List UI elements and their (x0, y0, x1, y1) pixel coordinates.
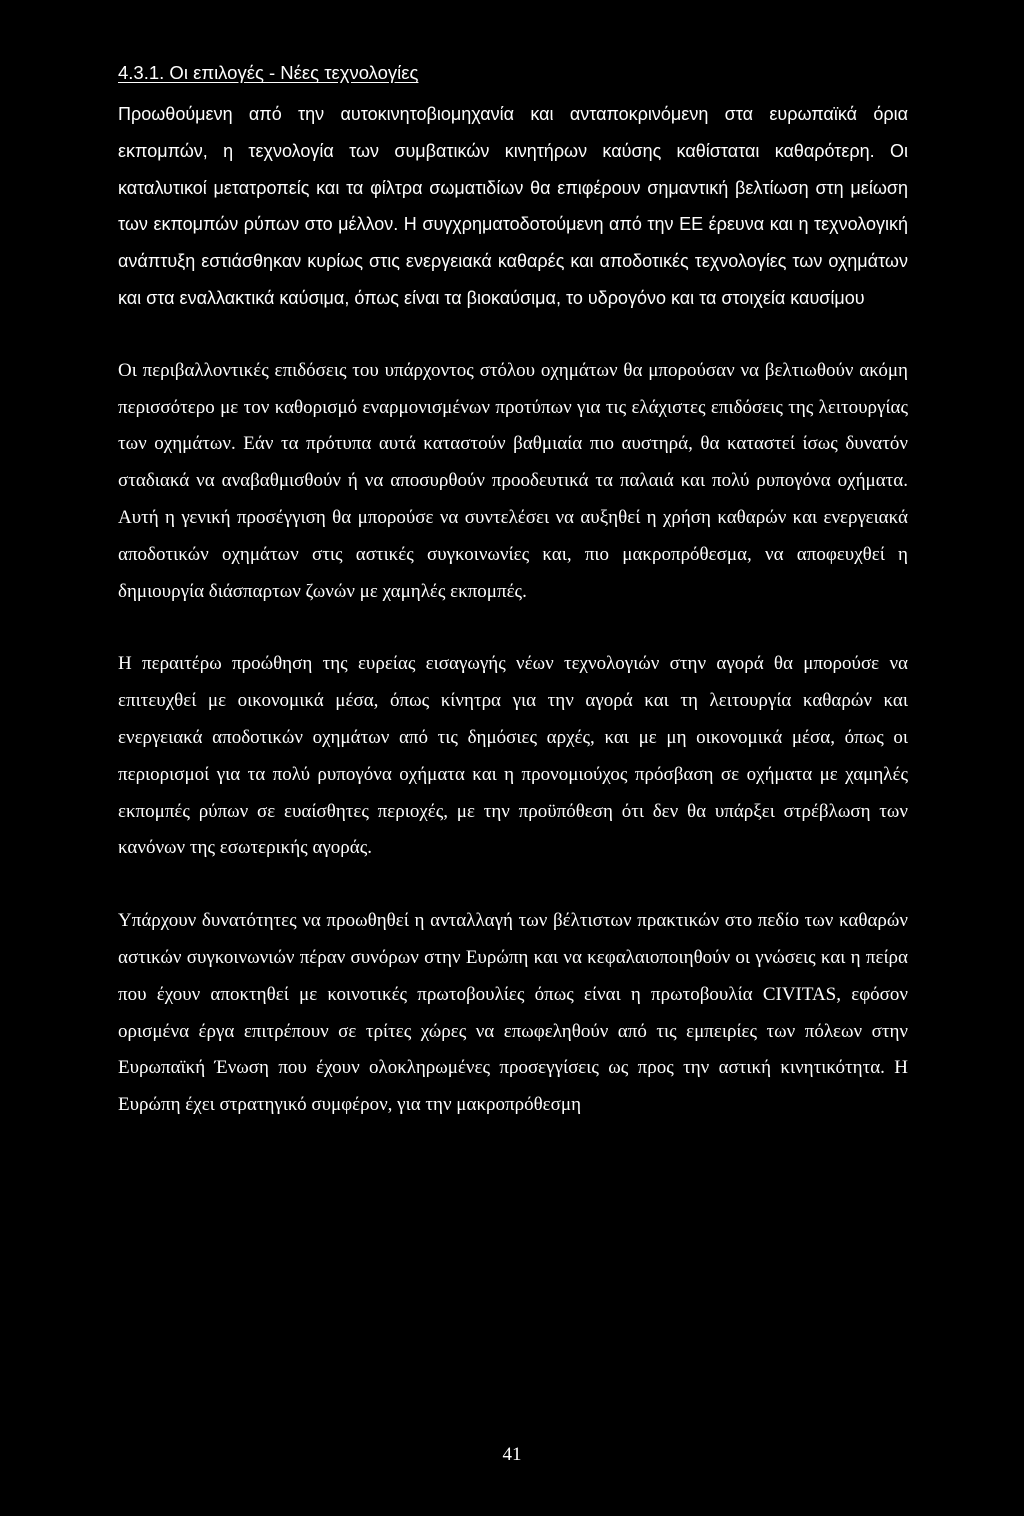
section-heading: 4.3.1. Οι επιλογές - Νέες τεχνολογίες (118, 62, 419, 83)
paragraph-new-technologies: Προωθούμενη από την αυτοκινητοβιομηχανία και ανταποκρινόμενη στα ευρωπαϊκά όρια εκπομπών, η τεχνολογία των συμβατικών κινητήρων καύσης καθίσταται καθαρότερη. Οι καταλυτικοί μετατροπείς και τα φίλτρα σωματιδίων θα επιφέρουν σημαντική βελτίωση στη μείωση των εκπομπών ρύπων στο μέλλον. Η συγχρηματοδοτούμενη από την ΕΕ έρευνα και η τεχνολογική ανάπτυξη εστιάσθηκαν κυρίως στις ενεργειακά καθαρές και αποδοτικές τεχνολογίες των οχημάτων και στα εναλλακτικά καύσιμα, όπως είναι τα βιοκαύσιμα, το υδρογόνο και τα στοιχεία καυσίμου (118, 104, 908, 308)
paragraph-best-practices: Υπάρχουν δυνατότητες να προωθηθεί η ανταλλαγή των βέλτιστων πρακτικών στο πεδίο των καθαρών αστικών συγκοινωνιών πέραν συνόρων στην Ευρώπη και να κεφαλαιοποιηθούν οι γνώσεις και η πείρα που έχουν αποκτηθεί με κοινοτικές πρωτοβουλίες όπως είναι η πρωτοβουλία CIVITAS, εφόσον ορισμένα έργα επιτρέπουν σε τρίτες χώρες να επωφεληθούν από τις εμπειρίες των πόλεων στην Ευρωπαϊκή Ένωση που έχουν ολοκληρωμένες προσεγγίσεις ως προς την αστική κινητικότητα. Η Ευρώπη έχει στρατηγικό συμφέρον, για την μακροπρόθεσμη (118, 910, 908, 1116)
page-number: 41 (502, 1444, 522, 1465)
paragraph-environmental-performance: Οι περιβαλλοντικές επιδόσεις του υπάρχοντος στόλου οχημάτων θα μπορούσαν να βελτιωθούν ακόμη περισσότερο με τον καθορισμό εναρμονισμένων προτύπων για τις ελάχιστες επιδόσεις της λειτουργίας των οχημάτων. Εάν τα πρότυπα αυτά καταστούν βαθμιαία πιο αυστηρά, θα καταστεί ίσως δυνατόν σταδιακά να αναβαθμισθούν ή να αποσυρθούν προοδευτικά τα παλαιά και πολύ ρυπογόνα οχήματα. Αυτή η γενική προσέγγιση θα μπορούσε να συντελέσει να αυξηθεί η χρήση καθαρών και ενεργειακά αποδοτικών οχημάτων στις αστικές συγκοινωνίες και, πιο μακροπρόθεσμα, να αποφευχθεί η δημιουργία διάσπαρτων ζωνών με χαμηλές εκπομπές. (118, 359, 908, 602)
page-content (118, 58, 908, 1124)
paragraph-market-introduction: Η περαιτέρω προώθηση της ευρείας εισαγωγής νέων τεχνολογιών στην αγορά θα μπορούσε να επιτευχθεί με οικονομικά μέσα, όπως κίνητρα για την αγορά και τη λειτουργία καθαρών και ενεργειακά αποδοτικών οχημάτων από τις δημόσιες αρχές, και με μη οικονομικά μέσα, όπως οι περιορισμοί για τα πολύ ρυπογόνα οχήματα και η προνομιούχος πρόσβαση σε οχήματα με χαμηλές εκπομπές ρύπων σε ευαίσθητες περιοχές, με την προϋπόθεση ότι δεν θα υπάρξει στρέβλωση των κανόνων της εσωτερικής αγοράς. (118, 653, 908, 859)
